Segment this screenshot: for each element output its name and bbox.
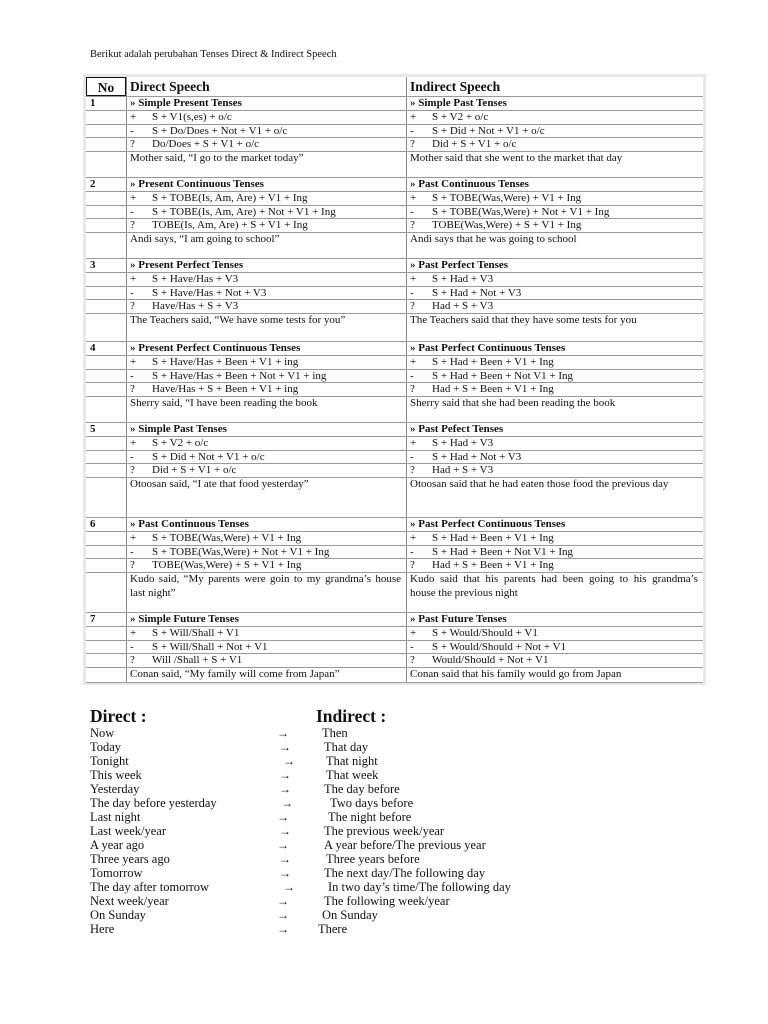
indirect-example-sentence: Kudo said that his parents had been going to his grandma’s house the previous night [410, 573, 698, 599]
indirect-time-expression: There [318, 922, 348, 936]
direct-example-sentence: Otoosan said, “I ate that food yesterday” [130, 478, 309, 491]
formula-text: TOBE(Was,Were) + S + V1 + Ing [152, 559, 302, 572]
arrow-icon: → [277, 726, 289, 740]
indirect-time-expression: The following week/year [324, 894, 450, 908]
formula-text: S + Would/Should + Not + V1 [432, 640, 567, 653]
formula-sign: - [410, 205, 414, 218]
row-divider [86, 369, 703, 370]
direct-time-expression: The day before yesterday [90, 796, 217, 810]
formula-sign: - [410, 286, 414, 299]
formula-text: S + Would/Should + V1 [432, 626, 538, 639]
direct-example-sentence: The Teachers said, “We have some tests for you” [130, 314, 346, 327]
formula-sign: - [130, 640, 134, 653]
arrow-icon: → [283, 754, 295, 768]
row-divider [86, 463, 703, 464]
formula-text: S + Had + V3 [432, 272, 494, 285]
row-divider [86, 626, 703, 627]
arrow-icon: → [283, 880, 295, 894]
formula-text: S + Will/Shall + Not + V1 [152, 640, 268, 653]
indirect-time-expression: On Sunday [322, 908, 378, 922]
formula-sign: - [130, 545, 134, 558]
direct-tense-title: » Simple Future Tenses [130, 613, 239, 625]
formula-sign: + [130, 191, 137, 204]
indirect-time-expression: That night [326, 754, 378, 768]
arrow-icon: → [279, 782, 291, 796]
formula-sign: + [410, 626, 417, 639]
header-no: No [86, 77, 126, 96]
formula-sign: + [130, 626, 137, 639]
indirect-tense-title: » Past Continuous Tenses [410, 178, 529, 190]
formula-sign: ? [410, 300, 415, 313]
row-divider [86, 110, 703, 111]
direct-example-sentence: Conan said, “My family will come from Japan” [130, 668, 340, 681]
formula-sign: ? [410, 654, 415, 667]
arrow-icon: → [279, 824, 291, 838]
arrow-icon: → [279, 740, 291, 754]
row-divider [86, 572, 703, 573]
direct-time-expression: Next week/year [90, 894, 169, 908]
formula-sign: + [410, 355, 417, 368]
arrow-icon: → [277, 922, 289, 936]
direct-time-expression: On Sunday [90, 908, 146, 922]
formula-text: Have/Has + S + V3 [152, 300, 239, 313]
formula-sign: + [130, 436, 137, 449]
formula-sign: + [130, 110, 137, 123]
formula-text: S + Do/Does + Not + V1 + o/c [152, 124, 288, 137]
section-number: 5 [90, 423, 96, 435]
formula-sign: ? [130, 559, 135, 572]
direct-tense-title: » Simple Present Tenses [130, 97, 242, 109]
formula-sign: + [130, 272, 137, 285]
direct-time-expression: A year ago [90, 838, 145, 852]
formula-text: Would/Should + Not + V1 [432, 654, 549, 667]
formula-text: S + Had + Been + Not V1 + Ing [432, 545, 574, 558]
formula-text: Have/Has + S + Been + V1 + ing [152, 383, 299, 396]
indirect-tense-title: » Past Perfect Continuous Tenses [410, 342, 566, 354]
row-divider [86, 299, 703, 300]
formula-text: Did + S + V1 + o/c [432, 138, 517, 151]
formula-text: S + V1(s,es) + o/c [152, 110, 232, 123]
formula-sign: ? [130, 464, 135, 477]
row-divider [86, 396, 703, 397]
indirect-example-sentence: Mother said that she went to the market that day [410, 152, 623, 165]
row-divider [86, 667, 703, 668]
formula-sign: - [130, 124, 134, 137]
indirect-time-expression: Two days before [330, 796, 414, 810]
direct-time-expression: Last night [90, 810, 141, 824]
direct-tense-title: » Present Continuous Tenses [130, 178, 264, 190]
arrow-icon: → [277, 810, 289, 824]
formula-text: Will /Shall + S + V1 [152, 654, 243, 667]
formula-text: S + TOBE(Was,Were) + Not + V1 + Ing [432, 205, 610, 218]
direct-tense-title: » Simple Past Tenses [130, 423, 227, 435]
row-divider [86, 382, 703, 383]
formula-text: S + Have/Has + Been + Not + V1 + ing [152, 369, 327, 382]
section-number: 3 [90, 259, 96, 271]
indirect-tense-title: » Past Future Tenses [410, 613, 507, 625]
formula-sign: ? [410, 219, 415, 232]
row-divider [86, 218, 703, 219]
formula-sign: ? [410, 464, 415, 477]
formula-sign: - [410, 124, 414, 137]
formula-text: S + Have/Has + V3 [152, 272, 239, 285]
direct-tense-title: » Past Continuous Tenses [130, 518, 249, 530]
indirect-example-sentence: The Teachers said that they have some tests for you [410, 314, 637, 327]
formula-text: S + TOBE(Was,Were) + Not + V1 + Ing [152, 545, 330, 558]
arrow-icon: → [277, 838, 289, 852]
formula-text: Had + S + V3 [432, 464, 494, 477]
arrow-icon: → [281, 796, 293, 810]
indirect-time-expression: That week [326, 768, 379, 782]
section-number: 7 [90, 613, 96, 625]
formula-text: S + Had + Not + V3 [432, 286, 522, 299]
formula-text: Did + S + V1 + o/c [152, 464, 237, 477]
direct-time-expression: Today [90, 740, 122, 754]
row-divider [86, 531, 703, 532]
arrow-icon: → [277, 894, 289, 908]
row-divider [86, 545, 703, 546]
row-divider [86, 450, 703, 451]
row-divider [86, 286, 703, 287]
direct-time-expression: Here [90, 922, 115, 936]
direct-time-expression: The day after tomorrow [90, 880, 210, 894]
row-divider [86, 205, 703, 206]
formula-sign: ? [410, 383, 415, 396]
row-divider [86, 313, 703, 314]
indirect-tense-title: » Simple Past Tenses [410, 97, 507, 109]
header-direct-speech: Direct Speech [130, 79, 210, 94]
indirect-example-sentence: Andi says that he was going to school [410, 233, 577, 246]
formula-text: S + Did + Not + V1 + o/c [432, 124, 545, 137]
direct-time-expression: Three years ago [90, 852, 170, 866]
formula-sign: - [130, 450, 134, 463]
row-divider [86, 137, 703, 138]
indirect-time-expression: In two day’s time/The following day [328, 880, 511, 894]
formula-sign: - [130, 205, 134, 218]
formula-text: TOBE(Was,Were) + S + V1 + Ing [432, 219, 582, 232]
direct-example-sentence: Sherry said, “I have been reading the book [130, 397, 318, 410]
formula-sign: - [130, 369, 134, 382]
formula-sign: ? [130, 138, 135, 151]
formula-text: Do/Does + S + V1 + o/c [152, 138, 260, 151]
formula-sign: + [410, 272, 417, 285]
formula-text: S + Will/Shall + V1 [152, 626, 240, 639]
indirect-example-sentence: Conan said that his family would go from Japan [410, 668, 622, 681]
formula-text: S + TOBE(Is, Am, Are) + Not + V1 + Ing [152, 205, 336, 218]
formula-text: S + Have/Has + Been + V1 + ing [152, 355, 299, 368]
formula-text: S + V2 + o/c [152, 436, 209, 449]
indirect-time-expression: The night before [328, 810, 412, 824]
direct-time-expression: Last week/year [90, 824, 167, 838]
formula-sign: + [410, 436, 417, 449]
direct-time-expression: Tonight [90, 754, 129, 768]
direct-time-expression: Yesterday [90, 782, 140, 796]
section-number: 6 [90, 518, 96, 530]
formula-text: S + Had + Not + V3 [432, 450, 522, 463]
formula-sign: - [410, 640, 414, 653]
row-divider [86, 355, 703, 356]
column-divider [406, 77, 407, 682]
formula-text: S + TOBE(Is, Am, Are) + V1 + Ing [152, 191, 308, 204]
formula-sign: + [130, 355, 137, 368]
formula-sign: ? [130, 654, 135, 667]
row-divider [86, 558, 703, 559]
row-divider [86, 653, 703, 654]
row-divider [86, 232, 703, 233]
formula-text: Had + S + Been + V1 + Ing [432, 559, 554, 572]
direct-example-sentence: Kudo said, “My parents were goin to my grandma’s house last night” [130, 573, 401, 599]
row-divider [86, 124, 703, 125]
formula-text: S + Had + V3 [432, 436, 494, 449]
row-divider [86, 272, 703, 273]
formula-sign: - [410, 369, 414, 382]
formula-text: S + Have/Has + Not + V3 [152, 286, 267, 299]
indirect-example-sentence: Sherry said that she had been reading the book [410, 397, 616, 410]
formula-sign: + [130, 531, 137, 544]
formula-text: Had + S + V3 [432, 300, 494, 313]
indirect-time-expression: Then [322, 726, 348, 740]
tense-table [83, 74, 706, 685]
indirect-example-sentence: Otoosan said that he had eaten those food the previous day [410, 478, 669, 491]
row-divider [86, 151, 703, 152]
indirect-time-expression: Three years before [326, 852, 420, 866]
section-number: 1 [90, 97, 96, 109]
row-divider [86, 436, 703, 437]
formula-text: S + Had + Been + V1 + Ing [432, 531, 554, 544]
direct-example-sentence: Andi says, “I am going to school” [130, 233, 280, 246]
indirect-time-expression: That day [324, 740, 369, 754]
column-divider [126, 77, 127, 682]
section-number: 2 [90, 178, 96, 190]
indirect-tense-title: » Past Perfect Tenses [410, 259, 509, 271]
indirect-time-expression: A year before/The previous year [324, 838, 486, 852]
indirect-time-expression: The next day/The following day [324, 866, 486, 880]
header-indirect-speech: Indirect Speech [410, 79, 501, 94]
formula-text: Had + S + Been + V1 + Ing [432, 383, 554, 396]
direct-example-sentence: Mother said, “I go to the market today” [130, 152, 304, 165]
row-divider [86, 640, 703, 641]
indirect-tense-title: » Past Perfect Continuous Tenses [410, 518, 566, 530]
formula-text: S + TOBE(Was,Were) + V1 + Ing [152, 531, 302, 544]
tense-table-grid [86, 77, 703, 682]
indirect-heading: Indirect : [316, 706, 387, 726]
section-number: 4 [90, 342, 96, 354]
direct-time-expression: Tomorrow [90, 866, 143, 880]
formula-sign: ? [130, 219, 135, 232]
direct-heading: Direct : [90, 706, 147, 726]
formula-sign: ? [410, 138, 415, 151]
direct-time-expression: This week [90, 768, 142, 782]
formula-sign: + [410, 110, 417, 123]
direct-tense-title: » Present Perfect Tenses [130, 259, 244, 271]
arrow-icon: → [277, 908, 289, 922]
direct-tense-title: » Present Perfect Continuous Tenses [130, 342, 301, 354]
formula-text: S + Had + Been + V1 + Ing [432, 355, 554, 368]
formula-text: S + TOBE(Was,Were) + V1 + Ing [432, 191, 582, 204]
arrow-icon: → [279, 852, 291, 866]
arrow-icon: → [279, 768, 291, 782]
formula-sign: ? [130, 300, 135, 313]
formula-sign: + [410, 531, 417, 544]
row-divider [86, 477, 703, 478]
row-divider [86, 191, 703, 192]
section-divider [86, 682, 703, 683]
arrow-icon: → [279, 866, 291, 880]
formula-text: TOBE(Is, Am, Are) + S + V1 + Ing [152, 219, 308, 232]
indirect-time-expression: The day before [324, 782, 400, 796]
indirect-tense-title: » Past Pefect Tenses [410, 423, 504, 435]
formula-sign: ? [410, 559, 415, 572]
formula-sign: - [410, 545, 414, 558]
formula-sign: - [410, 450, 414, 463]
formula-text: S + V2 + o/c [432, 110, 489, 123]
indirect-time-expression: The previous week/year [324, 824, 445, 838]
formula-sign: ? [130, 383, 135, 396]
formula-sign: - [130, 286, 134, 299]
direct-time-expression: Now [90, 726, 115, 740]
formula-text: S + Had + Been + Not V1 + Ing [432, 369, 574, 382]
intro-text: Berikut adalah perubahan Tenses Direct & Indirect Speech [90, 49, 337, 60]
formula-sign: + [410, 191, 417, 204]
formula-text: S + Did + Not + V1 + o/c [152, 450, 265, 463]
